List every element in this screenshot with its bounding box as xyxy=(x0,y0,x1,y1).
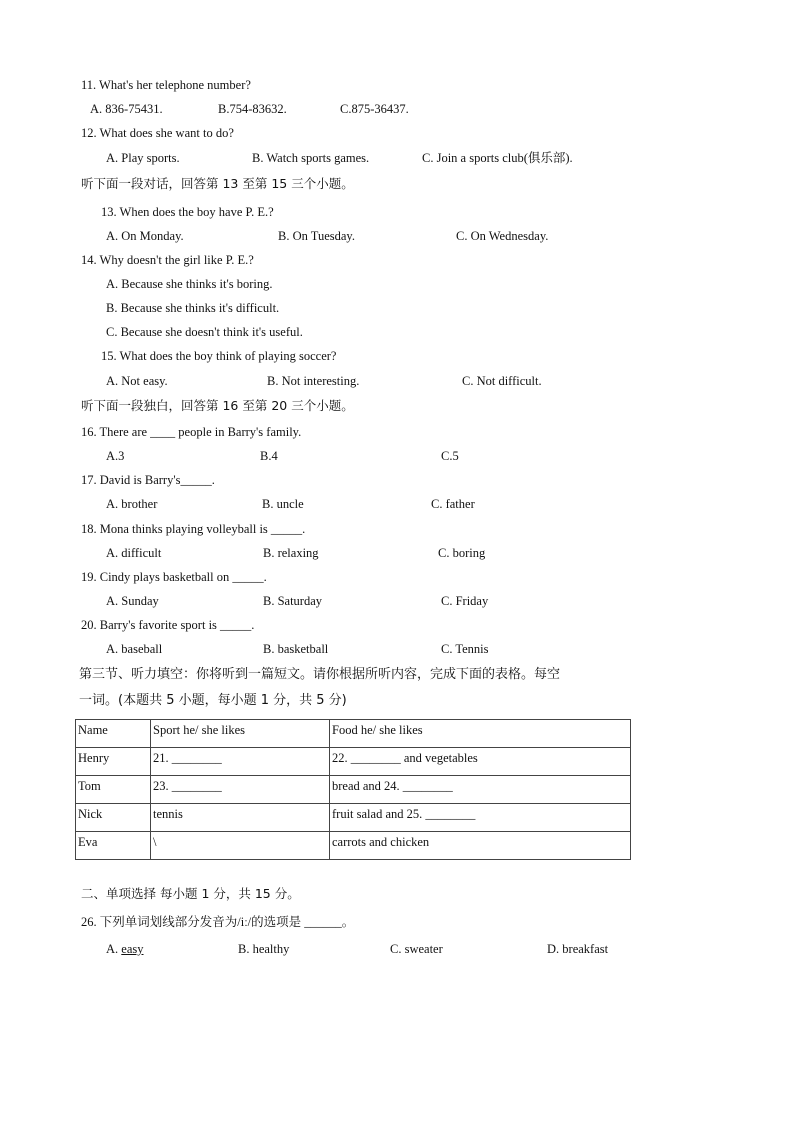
q11-stem: 11. What's her telephone number? xyxy=(81,78,251,92)
q14-option-a: A. Because she thinks it's boring. xyxy=(106,277,273,291)
table-row xyxy=(76,776,631,804)
q16-option-b: B.4 xyxy=(260,449,278,463)
q11-option-a: A. 836-75431. xyxy=(90,102,163,116)
q11-option-c: C.875-36437. xyxy=(340,102,409,116)
section-13-15-instruction: 听下面一段对话，回答第 13 至第 15 三个小题。 xyxy=(81,176,354,191)
q18-option-c: C. boring xyxy=(438,546,486,560)
table-row xyxy=(76,748,631,776)
table-cell: bread and 24. ________ xyxy=(330,776,631,804)
table-cell: Nick xyxy=(76,804,151,832)
table-header-row xyxy=(76,720,631,748)
q26-option-d: D. breakfast xyxy=(547,942,609,956)
q20-option-b: B. basketball xyxy=(263,642,329,656)
q15-stem: 15. What does the boy think of playing soccer? xyxy=(101,349,337,363)
q18-option-b: B. relaxing xyxy=(263,546,319,560)
table-cell: fruit salad and 25. ________ xyxy=(330,804,631,832)
q15-option-b: B. Not interesting. xyxy=(267,374,360,388)
q19-option-b: B. Saturday xyxy=(263,594,323,608)
q14-option-c: C. Because she doesn't think it's useful. xyxy=(106,325,303,339)
q16-option-c: C.5 xyxy=(441,449,459,463)
q26-option-a xyxy=(106,941,144,957)
section-16-20-instruction: 听下面一段独白，回答第 16 至第 20 三个小题。 xyxy=(81,398,354,413)
table-cell: Eva xyxy=(76,832,151,860)
q15-option-c: C. Not difficult. xyxy=(462,374,542,388)
q12-option-c: C. Join a sports club(俱乐部). xyxy=(422,151,573,165)
q12-option-b: B. Watch sports games. xyxy=(252,151,370,165)
q13-stem: 13. When does the boy have P. E.? xyxy=(101,205,274,219)
table-cell: tennis xyxy=(151,804,330,832)
q13-option-c: C. On Wednesday. xyxy=(456,229,549,243)
table-header-cell: Sport he/ she likes xyxy=(151,720,330,748)
table-row xyxy=(76,804,631,832)
section3-instruction-line2: 一词。(本题共 5 小题，每小题 1 分，共 5 分) xyxy=(79,693,347,708)
q26-stem: 26. 下列单词划线部分发音为/iː/的选项是 ______。 xyxy=(81,915,355,929)
table-cell: \ xyxy=(151,832,330,860)
table-cell: 23. ________ xyxy=(151,776,330,804)
q18-stem: 18. Mona thinks playing volleyball is _____. xyxy=(81,522,306,536)
part2-heading: 二、单项选择 每小题 1 分，共 15 分。 xyxy=(81,886,300,901)
table-cell: 22. ________ and vegetables xyxy=(330,748,631,776)
listening-fill-table xyxy=(75,719,631,860)
table-cell: Henry xyxy=(76,748,151,776)
table-cell: Tom xyxy=(76,776,151,804)
q13-option-b: B. On Tuesday. xyxy=(278,229,355,243)
table-header-cell: Food he/ she likes xyxy=(330,720,631,748)
q26-option-a-prefix: A. xyxy=(106,942,122,956)
q12-stem: 12. What does she want to do? xyxy=(81,126,234,140)
q19-stem: 19. Cindy plays basketball on _____. xyxy=(81,570,267,584)
q14-option-b: B. Because she thinks it's difficult. xyxy=(106,301,280,315)
q18-option-a: A. difficult xyxy=(106,546,162,560)
q17-option-a: A. brother xyxy=(106,497,158,511)
q26-option-b: B. healthy xyxy=(238,942,290,956)
q20-stem: 20. Barry's favorite sport is _____. xyxy=(81,618,255,632)
table-cell: carrots and chicken xyxy=(330,832,631,860)
q13-option-a: A. On Monday. xyxy=(106,229,184,243)
table-cell: 21. ________ xyxy=(151,748,330,776)
q15-option-a: A. Not easy. xyxy=(106,374,168,388)
q20-option-a: A. baseball xyxy=(106,642,163,656)
q19-option-c: C. Friday xyxy=(441,594,489,608)
q14-stem: 14. Why doesn't the girl like P. E.? xyxy=(81,253,254,267)
q16-stem: 16. There are ____ people in Barry's family. xyxy=(81,425,302,439)
q16-option-a: A.3 xyxy=(106,449,125,463)
table-header-cell: Name xyxy=(76,720,151,748)
q26-option-c: C. sweater xyxy=(390,942,443,956)
q20-option-c: C. Tennis xyxy=(441,642,489,656)
q17-option-c: C. father xyxy=(431,497,475,511)
q26-option-a-word: easy xyxy=(121,942,144,956)
q19-option-a: A. Sunday xyxy=(106,594,159,608)
table-row xyxy=(76,832,631,860)
q11-option-b: B.754-83632. xyxy=(218,102,287,116)
q17-stem: 17. David is Barry's_____. xyxy=(81,473,215,487)
section3-instruction-line1: 第三节、听力填空：你将听到一篇短文。请你根据所听内容，完成下面的表格。每空 xyxy=(79,667,561,682)
q12-option-a: A. Play sports. xyxy=(106,151,180,165)
q17-option-b: B. uncle xyxy=(262,497,304,511)
